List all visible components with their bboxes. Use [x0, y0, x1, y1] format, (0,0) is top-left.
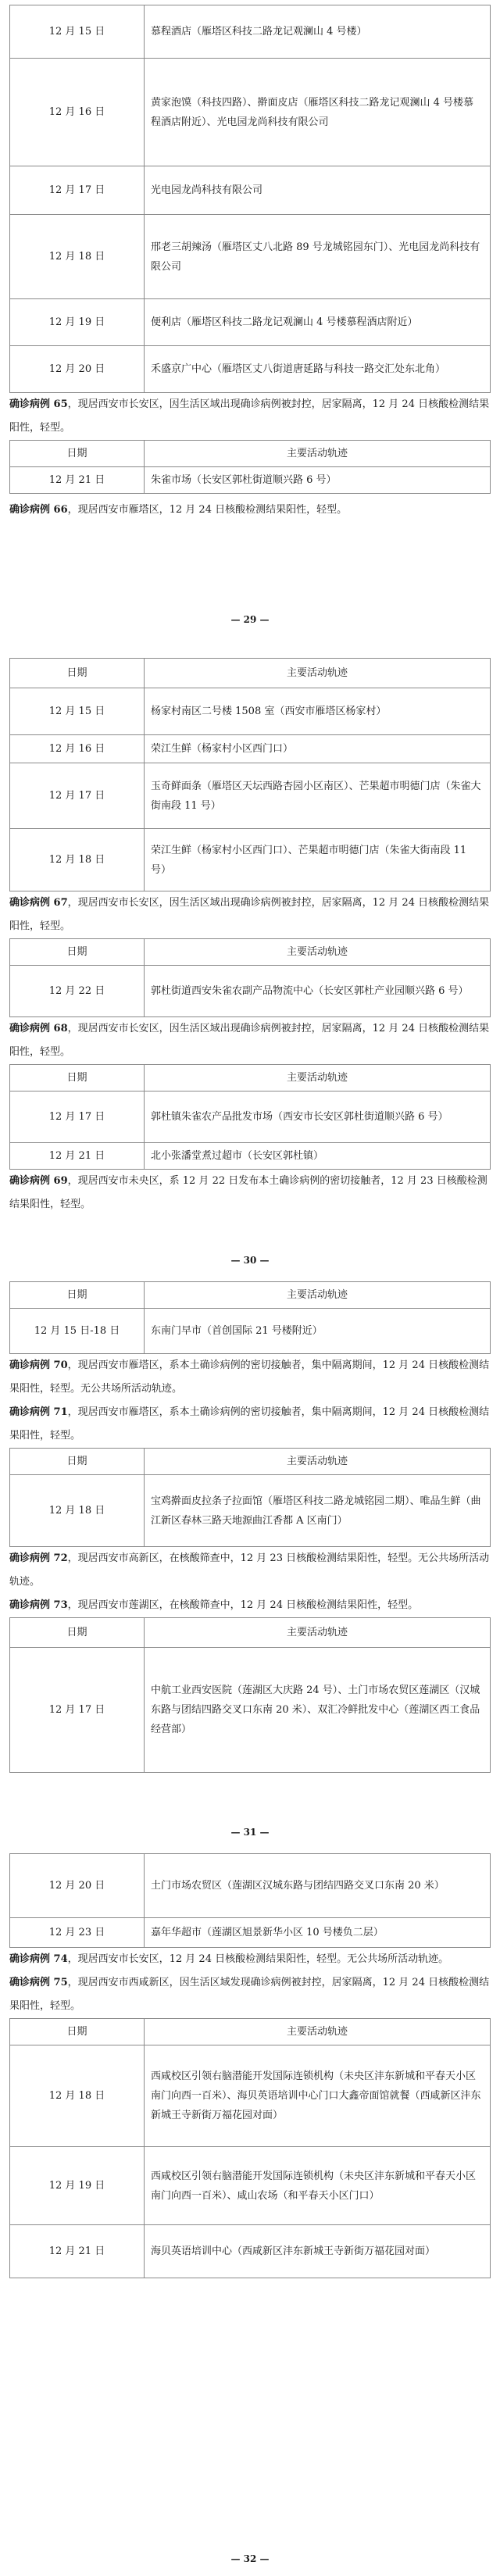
case-72-paragraph: 确诊病例 72，现居西安市高新区，在核酸筛查中，12 月 23 日核酸检测结果阳性，轻型。无公共场所活动轨迹。 [9, 1552, 490, 1588]
table-row: 12 月 18 日 宝鸡擀面皮拉条子拉面馆（雁塔区科技二路龙城铭园二期）、唯品生鲜（曲江新区春林三路天地源曲江香都 A 区南门） [10, 1475, 491, 1547]
table-row: 12 月 20 日 禾盛京广中心（雁塔区丈八街道唐延路与科技一路交汇处东北角） [10, 346, 491, 393]
table-row: 12 月 19 日 西咸校区引领右脑潜能开发国际连锁机构（未央区沣东新城和平春天小区南门向西一百米）、咸山农场（和平春天小区门口） [10, 2147, 491, 2225]
page-30 [0, 658, 500, 1217]
table-header-row: 日期 主要活动轨迹 [10, 2019, 491, 2045]
table-row: 12 月 18 日 荣江生鲜（杨家村小区西门口）、芒果超市明德门店（朱雀大街南段 11 号） [10, 829, 491, 891]
table-row: 12 月 17 日 郭杜镇朱雀农产品批发市场（西安市长安区郭杜街道顺兴路 6 号） [10, 1091, 491, 1143]
case-71-paragraph: 确诊病例 71，现居西安市雁塔区，系本土确诊病例的密切接触者，集中隔离期间，12 月 24 日核酸检测结果阳性，轻型。 [9, 1406, 490, 1442]
case-65-paragraph: 确诊病例 65，现居西安市长安区，因生活区域出现确诊病例被封控，居家隔离，12 月 24 日核酸检测结果阳性，轻型。 [9, 398, 490, 434]
track-table-case75 [9, 2018, 491, 2278]
table-header-row: 日期 主要活动轨迹 [10, 1618, 491, 1648]
case-68-paragraph: 确诊病例 68，现居西安市长安区，因生活区域出现确诊病例被封控，居家隔离，12 月 24 日核酸检测结果阳性，轻型。 [9, 1023, 490, 1058]
table-row: 12 月 23 日 嘉年华超市（莲湖区旭景新华小区 10 号楼负二层） [10, 1918, 491, 1948]
table-header-row: 日期 主要活动轨迹 [10, 659, 491, 688]
page-29 [0, 5, 500, 522]
table-row: 12 月 21 日 朱雀市场（长安区郭杜街道顺兴路 6 号） [10, 467, 491, 494]
case-73-paragraph: 确诊病例 73，现居西安市莲湖区，在核酸筛查中，12 月 24 日核酸检测结果阳性，轻型。 [9, 1599, 419, 1611]
table-header-row: 日期 主要活动轨迹 [10, 939, 491, 966]
page-number: — 29 — [230, 614, 270, 625]
table-header-row: 日期 主要活动轨迹 [10, 441, 491, 467]
page-number: — 32 — [230, 2553, 270, 2564]
track-table-case73 [9, 1617, 491, 1773]
case-67-paragraph: 确诊病例 67，现居西安市长安区，因生活区域出现确诊病例被封控，居家隔离，12 月 24 日核酸检测结果阳性，轻型。 [9, 897, 490, 932]
table-row: 12 月 21 日 海贝英语培训中心（西咸新区沣东新城王寺新街万福花园对面） [10, 2225, 491, 2278]
page-32 [0, 1853, 500, 2278]
table-row: 12 月 22 日 郭杜街道西安朱雀农副产品物流中心（长安区郭杜产业园顺兴路 6 号） [10, 966, 491, 1017]
table-row: 12 月 15 日-18 日 东南门早市（首创国际 21 号楼附近） [10, 1309, 491, 1354]
track-table-case66 [9, 658, 491, 891]
table-row: 12 月 17 日 玉奇鲜面条（雁塔区天坛西路杏园小区南区）、芒果超市明德门店（朱雀大街南段 11 号） [10, 763, 491, 829]
track-table-case67 [9, 938, 491, 1017]
case-70-paragraph: 确诊病例 70，现居西安市雁塔区，系本土确诊病例的密切接触者，集中隔离期间，12 月 24 日核酸检测结果阳性，轻型。无公共场所活动轨迹。 [9, 1359, 490, 1395]
track-table-case65 [9, 440, 491, 494]
track-table-case69 [9, 1281, 491, 1354]
table-header-row: 日期 主要活动轨迹 [10, 1449, 491, 1475]
page-number: — 30 — [230, 1255, 270, 1266]
table-row: 12 月 15 日 杨家村南区二号楼 1508 室（西安市雁塔区杨家村） [10, 688, 491, 735]
table-row: 12 月 17 日 中航工业西安医院（莲湖区大庆路 24 号）、土门市场农贸区莲湖区（汉城东路与团结四路交叉口东南 20 米）、双汇冷鲜批发中心（莲湖区西工食品经营部） [10, 1648, 491, 1773]
case-74-paragraph: 确诊病例 74，现居西安市长安区，12 月 24 日核酸检测结果阳性，轻型。无公共场所活动轨迹。 [9, 1953, 449, 1965]
table-row: 12 月 17 日 光电园龙尚科技有限公司 [10, 166, 491, 215]
case-66-paragraph: 确诊病例 66，现居西安市雁塔区，12 月 24 日核酸检测结果阳性，轻型。 [9, 504, 348, 516]
table-row: 12 月 16 日 黄家泡馍（科技四路）、擀面皮店（雁塔区科技二路龙记观澜山 4 号楼慕程酒店附近）、光电园龙尚科技有限公司 [10, 59, 491, 166]
table-row: 12 月 18 日 西咸校区引领右脑潜能开发国际连锁机构（未央区沣东新城和平春天小区南门向西一百米）、海贝英语培训中心门口大鑫帝面馆就餐（西咸新区沣东新城王寺新街万福花园对面） [10, 2045, 491, 2147]
table-row: 12 月 19 日 便利店（雁塔区科技二路龙记观澜山 4 号楼慕程酒店附近） [10, 299, 491, 346]
table-row: 12 月 18 日 邢老三胡辣汤（雁塔区丈八北路 89 号龙城铭园东门）、光电园龙尚科技有限公司 [10, 215, 491, 299]
page-31 [0, 1281, 500, 1773]
table-header-row: 日期 主要活动轨迹 [10, 1065, 491, 1091]
table-row: 12 月 20 日 土门市场农贸区（莲湖区汉城东路与团结四路交叉口东南 20 米） [10, 1854, 491, 1918]
case-75-paragraph: 确诊病例 75，现居西安市西咸新区，因生活区域发现确诊病例被封控，居家隔离，12 月 24 日核酸检测结果阳性，轻型。 [9, 1977, 490, 2012]
table-row: 12 月 15 日 慕程酒店（雁塔区科技二路龙记观澜山 4 号楼） [10, 5, 491, 59]
table-row: 12 月 21 日 北小张潘堂煮过超市（长安区郭杜镇） [10, 1143, 491, 1170]
track-table-case68 [9, 1064, 491, 1170]
track-table-case71 [9, 1448, 491, 1547]
table-row: 12 月 16 日 荣江生鲜（杨家村小区西门口） [10, 735, 491, 763]
page-number: — 31 — [230, 1827, 270, 1838]
case-69-paragraph: 确诊病例 69，现居西安市未央区，系 12 月 22 日发布本土确诊病例的密切接触者，12 月 23 日核酸检测结果阳性，轻型。 [9, 1175, 488, 1210]
track-table-case73-cont [9, 1853, 491, 1948]
track-table-case64 [9, 5, 491, 393]
table-header-row: 日期 主要活动轨迹 [10, 1282, 491, 1309]
